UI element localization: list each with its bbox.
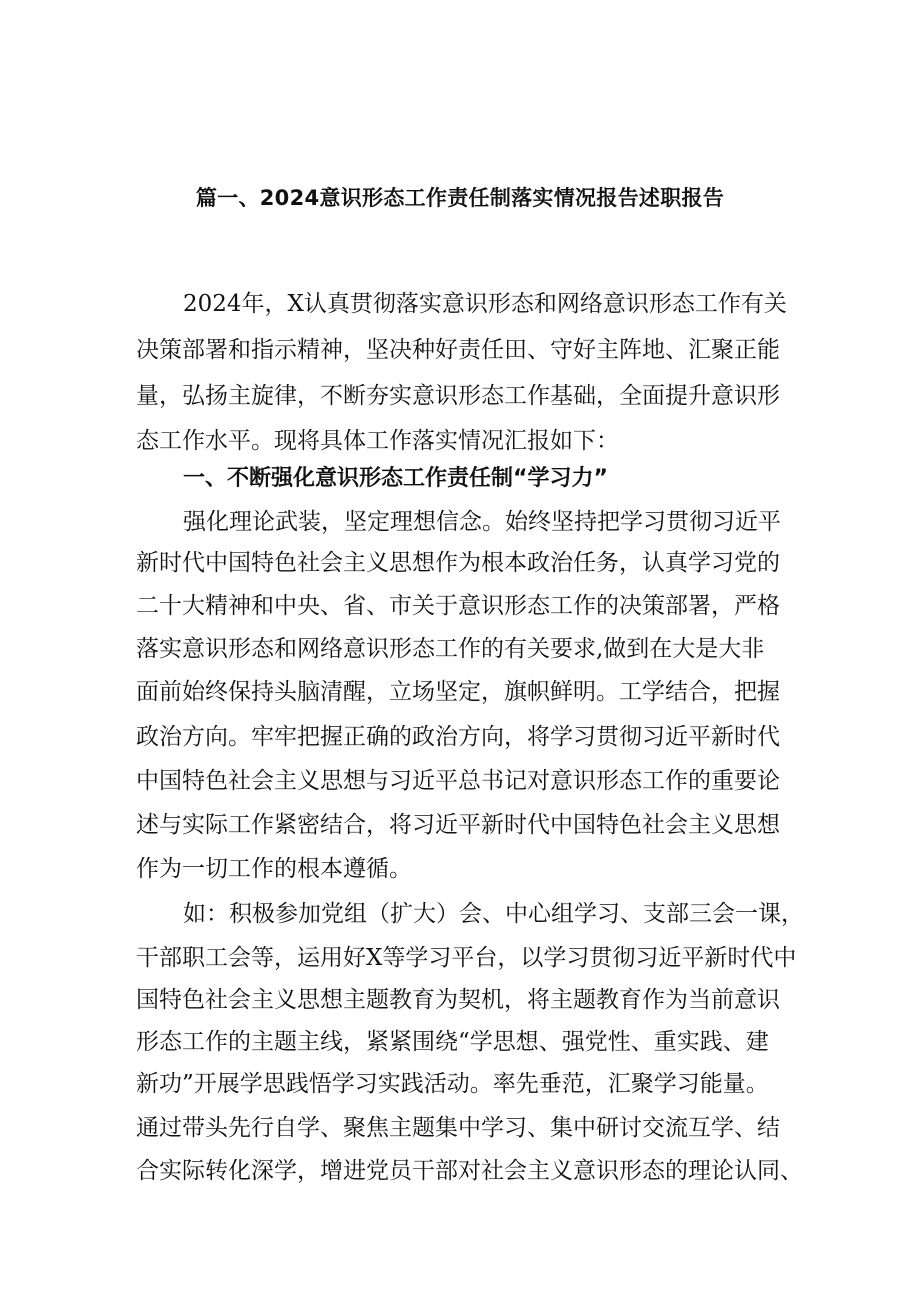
paragraph-2-line-5: 面前始终保持头脑清醒，立场坚定，旗帜鲜明。工学结合，把握 [136, 679, 780, 705]
paragraph-1-line-4: 态工作水平。现将具体工作落实情况汇报如下： [136, 428, 619, 454]
paragraph-2-line-1: 强化理论武装，坚定理想信念。始终坚持把学习贯彻习近平 [183, 509, 781, 535]
paragraph-3-line-7: 合实际转化深学，增进党员干部对社会主义意识形态的理论认同、 [136, 1158, 803, 1184]
paragraph-1-line-3: 量，弘扬主旋律，不断夯实意识形态工作基础，全面提升意识形 [136, 383, 780, 409]
document-title: 篇一、2024意识形态工作责任制落实情况报告述职报告 [195, 186, 725, 210]
paragraph-1-line-2: 决策部署和指示精神，坚决种好责任田、守好主阵地、汇聚正能 [136, 337, 780, 363]
paragraph-2-line-4: 落实意识形态和网络意识形态工作的有关要求,做到在大是大非 [136, 636, 765, 662]
section-heading-1: 一、不断强化意识形态工作责任制“学习力” [183, 466, 608, 491]
paragraph-3-line-2: 干部职工会等，运用好X等学习平台，以学习贯彻习近平新时代中 [136, 945, 797, 971]
paragraph-2-line-2: 新时代中国特色社会主义思想作为根本政治任务，认真学习党的 [136, 550, 780, 576]
paragraph-2-line-6: 政治方向。牢牢把握正确的政治方向，将学习贯彻习近平新时代 [136, 724, 780, 750]
paragraph-2-line-9: 作为一切工作的根本遵循。 [136, 856, 412, 882]
paragraph-2-line-3: 二十大精神和中央、省、市关于意识形态工作的决策部署，严格 [136, 593, 780, 619]
paragraph-2-line-7: 中国特色社会主义思想与习近平总书记对意识形态工作的重要论 [136, 768, 780, 794]
paragraph-3-line-5: 新功”开展学思践悟学习实践活动。率先垂范，汇聚学习能量。 [136, 1071, 769, 1097]
paragraph-3-line-6: 通过带头先行自学、聚焦主题集中学习、集中研讨交流互学、结 [136, 1115, 780, 1141]
paragraph-3-line-4: 形态工作的主题主线，紧紧围绕“学思想、强党性、重实践、建 [136, 1029, 769, 1055]
paragraph-2-line-8: 述与实际工作紧密结合，将习近平新时代中国特色社会主义思想 [136, 812, 780, 838]
paragraph-1-line-1: 2024年，X认真贯彻落实意识形态和网络意识形态工作有关 [183, 291, 787, 317]
paragraph-3-line-1: 如：积极参加党组（扩大）会、中心组学习、支部三会一课， [183, 901, 804, 927]
paragraph-3-line-3: 国特色社会主义思想主题教育为契机，将主题教育作为当前意识 [136, 987, 780, 1013]
